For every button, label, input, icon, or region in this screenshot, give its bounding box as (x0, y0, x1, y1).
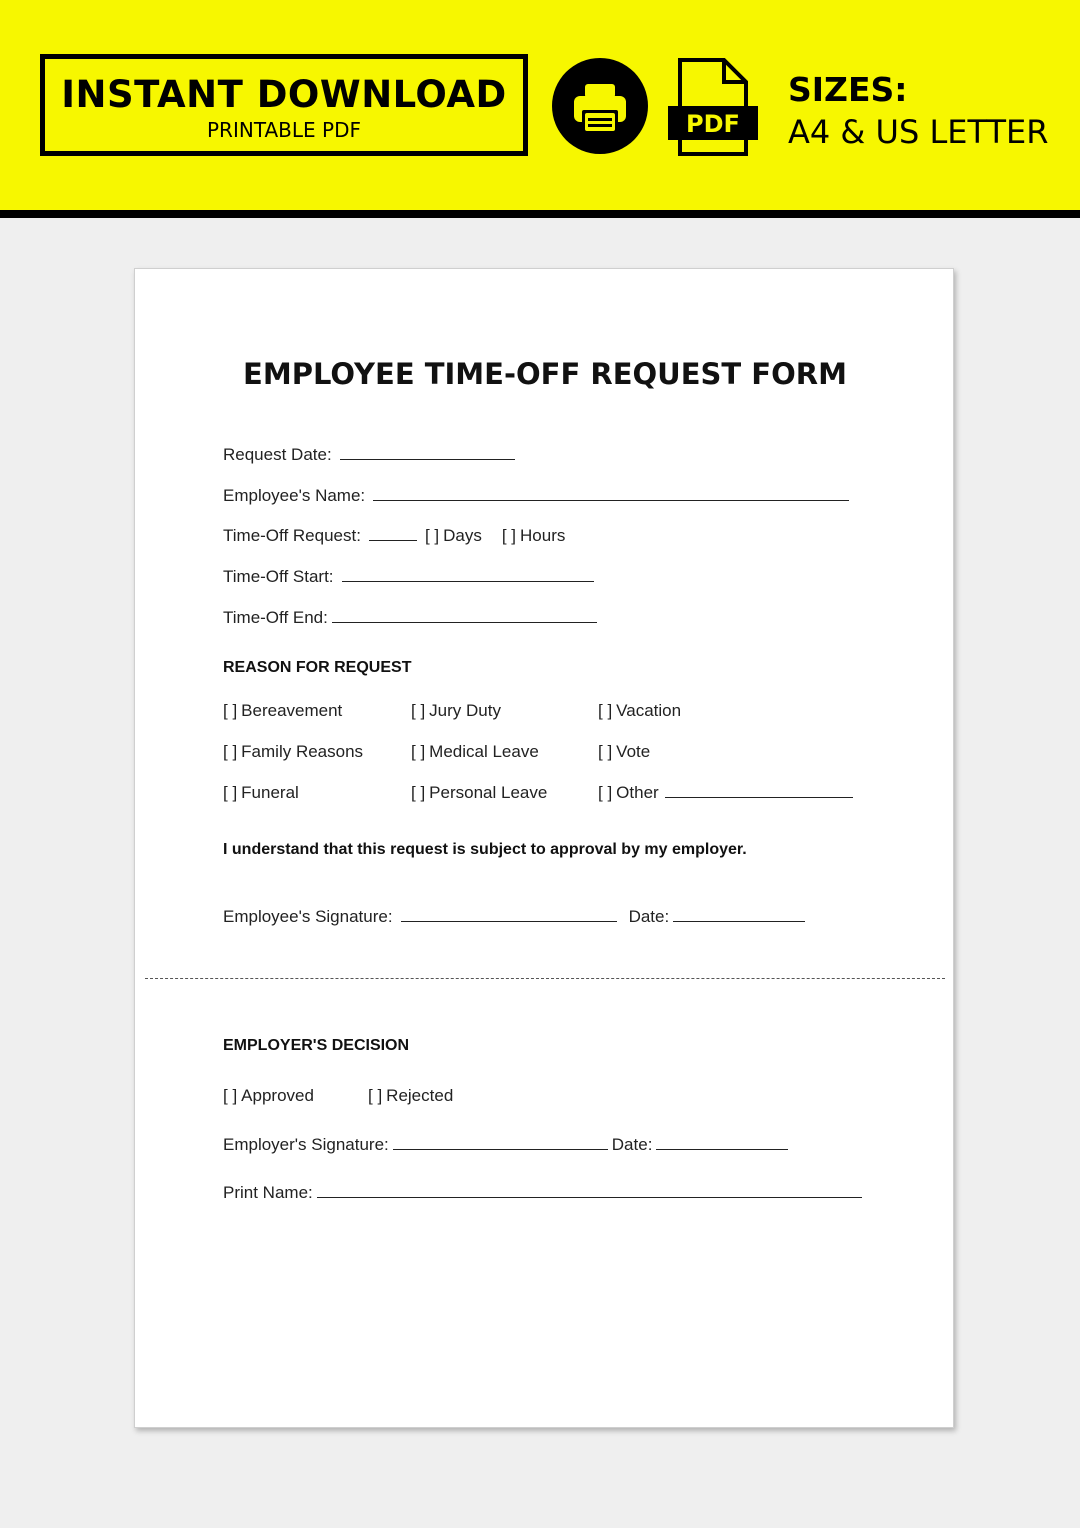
employee-signature-blank (401, 920, 617, 922)
checkbox: [ ] (223, 1086, 238, 1105)
reason-item (223, 783, 299, 803)
reason-label: Family Reasons (241, 742, 364, 761)
print-name-label: Print Name: (223, 1183, 313, 1202)
employee-signature-row (223, 907, 813, 927)
checkbox: [ ] (598, 701, 613, 720)
pdf-file-icon (668, 58, 760, 158)
time-off-start-row (223, 567, 602, 587)
checkbox: [ ] (411, 742, 426, 761)
time-off-start-label: Time-Off Start: (223, 567, 334, 586)
reason-label: Personal Leave (429, 783, 548, 802)
checkbox: [ ] (411, 701, 426, 720)
reason-label: Bereavement (241, 701, 343, 720)
time-off-request-row (223, 526, 565, 546)
employee-signature-label: Employee's Signature: (223, 907, 393, 926)
reason-label: Medical Leave (429, 742, 539, 761)
employer-signature-label: Employer's Signature: (223, 1135, 389, 1154)
employee-name-row (223, 486, 857, 506)
reason-item (223, 701, 342, 721)
form-page (134, 268, 954, 1428)
checkbox: [ ] (223, 742, 238, 761)
time-off-amount-blank (369, 539, 417, 541)
reason-item (411, 701, 501, 721)
checkbox: [ ] (598, 742, 613, 761)
print-name-row (223, 1183, 870, 1203)
rejected-option (368, 1086, 453, 1106)
checkbox: [ ] (501, 526, 517, 545)
reason-item (223, 742, 363, 762)
days-option: Days (443, 526, 482, 545)
pdf-label: PDF (686, 110, 740, 138)
rejected-label: Rejected (386, 1086, 454, 1105)
sizes-info (788, 70, 1048, 151)
instant-download-title: INSTANT DOWNLOAD (61, 73, 507, 116)
time-off-end-label: Time-Off End: (223, 608, 328, 627)
reason-item (411, 783, 547, 803)
other-blank (665, 796, 853, 798)
checkbox: [ ] (368, 1086, 383, 1105)
reason-label: Jury Duty (429, 701, 501, 720)
sizes-value: A4 & US LETTER (788, 113, 1049, 151)
checkbox: [ ] (223, 783, 238, 802)
form-title: EMPLOYEE TIME-OFF REQUEST FORM (243, 357, 847, 391)
approved-option (223, 1086, 314, 1106)
employer-date-blank (656, 1148, 788, 1150)
reason-item (598, 701, 681, 721)
reason-item (598, 742, 650, 762)
time-off-end-row (223, 608, 605, 628)
employer-date-label: Date: (611, 1135, 653, 1154)
request-date-blank (340, 458, 515, 460)
printable-pdf-subtitle: PRINTABLE PDF (207, 118, 361, 142)
reason-label: Vote (616, 742, 651, 761)
instant-download-box (40, 54, 528, 156)
promo-banner (0, 0, 1080, 218)
employee-name-blank (373, 499, 849, 501)
sizes-label: SIZES: (788, 70, 908, 109)
printer-icon (552, 58, 648, 154)
cut-line (145, 978, 945, 979)
checkbox: [ ] (411, 783, 426, 802)
checkbox: [ ] (223, 701, 238, 720)
time-off-start-blank (342, 580, 594, 582)
approval-statement: I understand that this request is subject to approval by my employer. (223, 841, 747, 858)
print-name-blank (317, 1196, 862, 1198)
reason-heading: REASON FOR REQUEST (223, 659, 412, 676)
reason-label: Vacation (616, 701, 682, 720)
request-date-row (223, 445, 523, 465)
employee-date-blank (673, 920, 805, 922)
reason-label: Other (616, 783, 659, 802)
hours-option: Hours (520, 526, 566, 545)
checkbox: [ ] (424, 526, 440, 545)
time-off-end-blank (332, 621, 597, 623)
employee-name-label: Employee's Name: (223, 486, 366, 505)
decision-heading: EMPLOYER'S DECISION (223, 1037, 410, 1054)
request-date-label: Request Date: (223, 445, 332, 464)
employee-date-label: Date: (628, 907, 670, 926)
time-off-request-label: Time-Off Request: (223, 526, 361, 545)
employer-signature-blank (393, 1148, 608, 1150)
reason-item (411, 742, 539, 762)
employer-signature-row (223, 1135, 796, 1155)
reason-item (598, 783, 861, 803)
checkbox: [ ] (598, 783, 613, 802)
approved-label: Approved (241, 1086, 314, 1105)
reason-label: Funeral (241, 783, 299, 802)
